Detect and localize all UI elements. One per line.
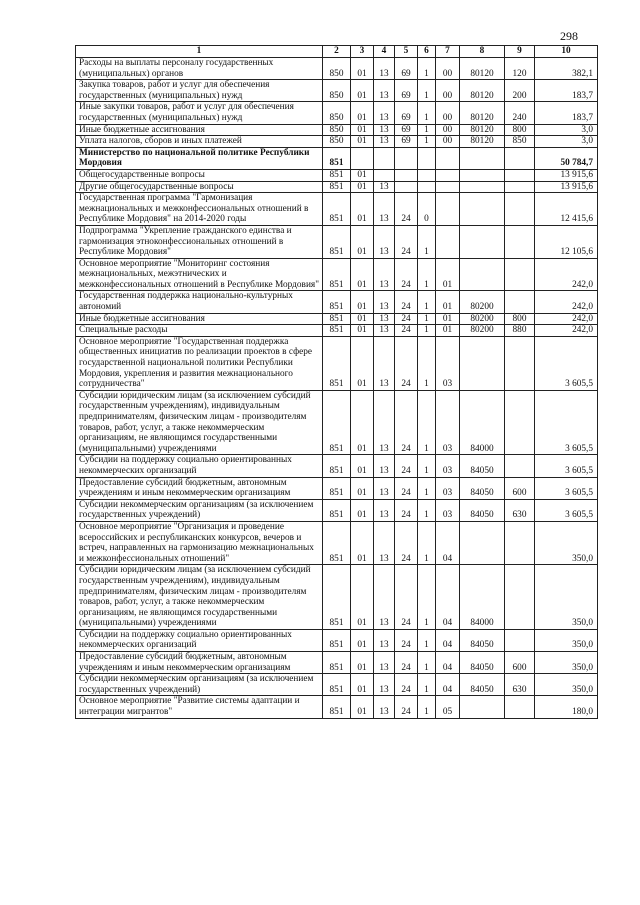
row-code-cell: 851: [323, 696, 351, 718]
row-code-cell: 01: [351, 80, 374, 102]
row-name-cell: Субсидии на поддержку социально ориентированных некоммерческих организаций: [76, 455, 323, 477]
row-code-cell: 05: [436, 696, 460, 718]
row-code-cell: 01: [351, 136, 374, 148]
row-amount-cell: 3,0: [535, 136, 598, 148]
row-code-cell: 851: [323, 169, 351, 181]
row-code-cell: [505, 336, 535, 390]
table-row: [76, 390, 598, 455]
table-row: [76, 80, 598, 102]
row-code-cell: 13: [374, 455, 395, 477]
row-code-cell: 24: [395, 455, 418, 477]
row-code-cell: [505, 169, 535, 181]
row-code-cell: 851: [323, 181, 351, 193]
row-code-cell: 851: [323, 499, 351, 521]
row-code-cell: 84000: [460, 565, 505, 630]
row-code-cell: 01: [351, 674, 374, 696]
row-code-cell: 01: [351, 258, 374, 291]
row-code-cell: [436, 169, 460, 181]
row-code-cell: 1: [418, 565, 436, 630]
row-code-cell: 13: [374, 193, 395, 226]
row-code-cell: 13: [374, 629, 395, 651]
row-code-cell: 1: [418, 136, 436, 148]
row-code-cell: 851: [323, 455, 351, 477]
row-code-cell: 04: [436, 565, 460, 630]
row-code-cell: 04: [436, 521, 460, 564]
row-code-cell: 13: [374, 58, 395, 80]
row-code-cell: 01: [351, 102, 374, 124]
row-code-cell: 13: [374, 136, 395, 148]
row-code-cell: [460, 225, 505, 258]
row-code-cell: 851: [323, 193, 351, 226]
row-code-cell: 13: [374, 80, 395, 102]
row-code-cell: 13: [374, 336, 395, 390]
row-code-cell: [395, 181, 418, 193]
row-code-cell: 851: [323, 225, 351, 258]
row-amount-cell: 13 915,6: [535, 181, 598, 193]
row-code-cell: 1: [418, 696, 436, 718]
row-code-cell: 13: [374, 652, 395, 674]
row-code-cell: 03: [436, 499, 460, 521]
row-code-cell: 800: [505, 313, 535, 325]
row-amount-cell: 3 605,5: [535, 336, 598, 390]
row-name-cell: Основное мероприятие "Мониторинг состояния межнациональных, межэтнических и межконфессиональных отношений в Республике Мордовия": [76, 258, 323, 291]
row-code-cell: 1: [418, 325, 436, 337]
table-row: [76, 124, 598, 136]
row-code-cell: 800: [505, 124, 535, 136]
row-name-cell: Субсидии на поддержку социально ориентированных некоммерческих организаций: [76, 629, 323, 651]
row-code-cell: [395, 169, 418, 181]
row-code-cell: 00: [436, 80, 460, 102]
table-row: [76, 225, 598, 258]
row-code-cell: 1: [418, 80, 436, 102]
header-cell: 8: [460, 46, 505, 58]
row-code-cell: [436, 225, 460, 258]
row-code-cell: 850: [323, 102, 351, 124]
row-code-cell: 13: [374, 313, 395, 325]
table-header-row: [76, 46, 598, 58]
row-name-cell: Иные закупки товаров, работ и услуг для обеспечения государственных (муниципальных) нужд: [76, 102, 323, 124]
row-code-cell: 84050: [460, 674, 505, 696]
row-code-cell: 1: [418, 499, 436, 521]
row-name-cell: Предоставление субсидий бюджетным, автономным учреждениям и иным некоммерческим организациям: [76, 477, 323, 499]
row-code-cell: 1: [418, 291, 436, 313]
row-code-cell: 01: [351, 477, 374, 499]
row-name-cell: Субсидии юридическим лицам (за исключением субсидий государственным учреждениям), индивидуальным предпринимателям, физическим лицам - производителям товаров, работ, услуг, а также некоммерческим организациям, не являющимся государственными (муниципальными) учреждениями: [76, 565, 323, 630]
row-code-cell: 851: [323, 521, 351, 564]
row-code-cell: 630: [505, 499, 535, 521]
row-code-cell: 851: [323, 652, 351, 674]
row-code-cell: [505, 696, 535, 718]
row-code-cell: 13: [374, 521, 395, 564]
row-code-cell: 03: [436, 477, 460, 499]
row-code-cell: 13: [374, 225, 395, 258]
row-code-cell: [505, 629, 535, 651]
header-cell: 4: [374, 46, 395, 58]
table-row: [76, 455, 598, 477]
table-row: [76, 499, 598, 521]
header-cell: 10: [535, 46, 598, 58]
row-code-cell: [505, 147, 535, 169]
row-code-cell: 600: [505, 477, 535, 499]
row-amount-cell: 180,0: [535, 696, 598, 718]
row-code-cell: 01: [351, 313, 374, 325]
row-code-cell: 04: [436, 674, 460, 696]
row-code-cell: 01: [436, 325, 460, 337]
row-code-cell: 03: [436, 390, 460, 455]
row-code-cell: 850: [323, 80, 351, 102]
row-amount-cell: 350,0: [535, 674, 598, 696]
row-amount-cell: 242,0: [535, 325, 598, 337]
row-code-cell: 1: [418, 477, 436, 499]
row-code-cell: [351, 147, 374, 169]
row-name-cell: Иные бюджетные ассигнования: [76, 124, 323, 136]
row-name-cell: Государственная программа "Гармонизация межнациональных и межконфессиональных отношений в Республике Мордовия" на 2014-2020 годы: [76, 193, 323, 226]
row-amount-cell: 382,1: [535, 58, 598, 80]
header-cell: 1: [76, 46, 323, 58]
row-amount-cell: 3,0: [535, 124, 598, 136]
row-code-cell: 13: [374, 181, 395, 193]
row-code-cell: 851: [323, 291, 351, 313]
row-code-cell: 24: [395, 336, 418, 390]
row-code-cell: 80200: [460, 325, 505, 337]
header-cell: 2: [323, 46, 351, 58]
row-code-cell: 851: [323, 565, 351, 630]
row-code-cell: 600: [505, 652, 535, 674]
header-cell: 5: [395, 46, 418, 58]
table-row: [76, 565, 598, 630]
row-code-cell: [460, 258, 505, 291]
row-code-cell: 1: [418, 58, 436, 80]
row-code-cell: 01: [351, 291, 374, 313]
row-amount-cell: 50 784,7: [535, 147, 598, 169]
row-code-cell: 850: [323, 58, 351, 80]
row-code-cell: 24: [395, 499, 418, 521]
row-code-cell: 13: [374, 477, 395, 499]
row-code-cell: 24: [395, 565, 418, 630]
row-code-cell: [436, 147, 460, 169]
row-code-cell: 120: [505, 58, 535, 80]
row-name-cell: Предоставление субсидий бюджетным, автономным учреждениям и иным некоммерческим организациям: [76, 652, 323, 674]
row-code-cell: 24: [395, 313, 418, 325]
table-row: [76, 147, 598, 169]
header-cell: 3: [351, 46, 374, 58]
row-code-cell: 69: [395, 102, 418, 124]
page-number: 298: [560, 29, 578, 43]
row-code-cell: 850: [323, 124, 351, 136]
row-amount-cell: 242,0: [535, 258, 598, 291]
table-row: [76, 521, 598, 564]
row-code-cell: 80120: [460, 136, 505, 148]
row-code-cell: 80120: [460, 80, 505, 102]
table-row: [76, 652, 598, 674]
row-amount-cell: 3 605,5: [535, 455, 598, 477]
row-amount-cell: 350,0: [535, 629, 598, 651]
row-code-cell: 69: [395, 58, 418, 80]
row-amount-cell: 3 605,5: [535, 390, 598, 455]
row-code-cell: 00: [436, 136, 460, 148]
row-code-cell: 84050: [460, 629, 505, 651]
row-amount-cell: 350,0: [535, 521, 598, 564]
row-code-cell: [505, 225, 535, 258]
row-amount-cell: 350,0: [535, 565, 598, 630]
row-code-cell: 69: [395, 136, 418, 148]
row-name-cell: Субсидии юридическим лицам (за исключением субсидий государственным учреждениям), индивидуальным предпринимателям, физическим лицам - производителям товаров, работ, услуг, а также некоммерческим организациям, не являющимся государственными (муниципальными) учреждениями: [76, 390, 323, 455]
table-row: [76, 169, 598, 181]
row-code-cell: 1: [418, 258, 436, 291]
row-code-cell: 01: [351, 455, 374, 477]
row-code-cell: 1: [418, 652, 436, 674]
row-code-cell: 01: [351, 499, 374, 521]
row-code-cell: 84050: [460, 477, 505, 499]
row-code-cell: 13: [374, 696, 395, 718]
row-name-cell: Государственная поддержка национально-культурных автономий: [76, 291, 323, 313]
table-row: [76, 258, 598, 291]
row-code-cell: 80200: [460, 291, 505, 313]
table-row: [76, 136, 598, 148]
row-code-cell: 851: [323, 336, 351, 390]
row-code-cell: [418, 181, 436, 193]
row-code-cell: 01: [351, 390, 374, 455]
row-code-cell: 13: [374, 102, 395, 124]
row-code-cell: 24: [395, 521, 418, 564]
row-code-cell: 1: [418, 521, 436, 564]
row-code-cell: 84050: [460, 652, 505, 674]
row-code-cell: 13: [374, 565, 395, 630]
row-code-cell: 03: [436, 455, 460, 477]
row-code-cell: 13: [374, 124, 395, 136]
row-code-cell: 01: [351, 696, 374, 718]
row-code-cell: 24: [395, 225, 418, 258]
row-code-cell: [505, 291, 535, 313]
row-code-cell: 13: [374, 390, 395, 455]
row-code-cell: 01: [436, 313, 460, 325]
row-code-cell: [460, 169, 505, 181]
row-name-cell: Министерство по национальной политике Республики Мордовия: [76, 147, 323, 169]
row-code-cell: 851: [323, 325, 351, 337]
table-row: [76, 313, 598, 325]
row-name-cell: Общегосударственные вопросы: [76, 169, 323, 181]
row-code-cell: 69: [395, 80, 418, 102]
row-code-cell: 13: [374, 325, 395, 337]
row-code-cell: 1: [418, 674, 436, 696]
row-code-cell: 1: [418, 313, 436, 325]
table-row: [76, 181, 598, 193]
row-code-cell: 1: [418, 336, 436, 390]
row-code-cell: [460, 193, 505, 226]
row-code-cell: [505, 455, 535, 477]
row-code-cell: [395, 147, 418, 169]
table-row: [76, 674, 598, 696]
row-code-cell: 01: [351, 521, 374, 564]
row-code-cell: 1: [418, 629, 436, 651]
row-code-cell: 851: [323, 313, 351, 325]
row-amount-cell: 12 415,6: [535, 193, 598, 226]
row-code-cell: 24: [395, 629, 418, 651]
table-row: [76, 477, 598, 499]
table-row: [76, 58, 598, 80]
row-code-cell: 00: [436, 58, 460, 80]
row-code-cell: 01: [351, 124, 374, 136]
row-code-cell: 0: [418, 193, 436, 226]
row-name-cell: Уплата налогов, сборов и иных платежей: [76, 136, 323, 148]
row-code-cell: [436, 193, 460, 226]
row-code-cell: 84050: [460, 499, 505, 521]
row-amount-cell: 3 605,5: [535, 477, 598, 499]
row-name-cell: Основное мероприятие "Развитие системы адаптации и интеграции мигрантов": [76, 696, 323, 718]
row-code-cell: 24: [395, 193, 418, 226]
row-code-cell: [505, 258, 535, 291]
row-code-cell: 850: [505, 136, 535, 148]
row-code-cell: 01: [351, 565, 374, 630]
row-name-cell: Закупка товаров, работ и услуг для обеспечения государственных (муниципальных) нужд: [76, 80, 323, 102]
row-code-cell: 24: [395, 696, 418, 718]
row-name-cell: Иные бюджетные ассигнования: [76, 313, 323, 325]
header-cell: 9: [505, 46, 535, 58]
row-code-cell: [505, 565, 535, 630]
row-name-cell: Субсидии некоммерческим организациям (за исключением государственных учреждений): [76, 499, 323, 521]
row-name-cell: Субсидии некоммерческим организациям (за исключением государственных учреждений): [76, 674, 323, 696]
row-code-cell: 851: [323, 147, 351, 169]
budget-table: [75, 45, 598, 719]
row-code-cell: [505, 521, 535, 564]
row-name-cell: Расходы на выплаты персоналу государственных (муниципальных) органов: [76, 58, 323, 80]
row-code-cell: 80120: [460, 58, 505, 80]
row-code-cell: 24: [395, 291, 418, 313]
table-row: [76, 325, 598, 337]
header-cell: 6: [418, 46, 436, 58]
row-code-cell: 01: [351, 629, 374, 651]
row-amount-cell: 242,0: [535, 313, 598, 325]
row-code-cell: 84000: [460, 390, 505, 455]
row-code-cell: 24: [395, 325, 418, 337]
row-code-cell: 03: [436, 336, 460, 390]
row-code-cell: 1: [418, 225, 436, 258]
row-code-cell: 24: [395, 652, 418, 674]
row-amount-cell: 13 915,6: [535, 169, 598, 181]
row-code-cell: 80120: [460, 102, 505, 124]
row-code-cell: 24: [395, 477, 418, 499]
row-code-cell: 851: [323, 258, 351, 291]
row-code-cell: 851: [323, 674, 351, 696]
row-code-cell: [374, 147, 395, 169]
row-code-cell: 851: [323, 477, 351, 499]
row-amount-cell: 183,7: [535, 80, 598, 102]
row-code-cell: 80120: [460, 124, 505, 136]
row-code-cell: [418, 169, 436, 181]
row-code-cell: 200: [505, 80, 535, 102]
row-code-cell: [460, 336, 505, 390]
row-code-cell: 01: [351, 169, 374, 181]
row-amount-cell: 242,0: [535, 291, 598, 313]
row-code-cell: 84050: [460, 455, 505, 477]
row-code-cell: [505, 193, 535, 226]
row-code-cell: 1: [418, 124, 436, 136]
row-code-cell: 01: [351, 181, 374, 193]
row-amount-cell: 3 605,5: [535, 499, 598, 521]
row-amount-cell: 350,0: [535, 652, 598, 674]
row-code-cell: 00: [436, 124, 460, 136]
row-code-cell: 1: [418, 102, 436, 124]
row-code-cell: 00: [436, 102, 460, 124]
row-code-cell: 01: [351, 193, 374, 226]
row-code-cell: [505, 390, 535, 455]
table-row: [76, 696, 598, 718]
row-code-cell: 13: [374, 674, 395, 696]
row-code-cell: 04: [436, 629, 460, 651]
table-row: [76, 193, 598, 226]
row-name-cell: Основное мероприятие "Организация и проведение всероссийских и республиканских конкурсов, вечеров и встреч, направленных на гармонизацию межнациональных и межконфессиональных отношений": [76, 521, 323, 564]
row-code-cell: 850: [323, 136, 351, 148]
row-amount-cell: 183,7: [535, 102, 598, 124]
row-code-cell: 04: [436, 652, 460, 674]
row-code-cell: 1: [418, 390, 436, 455]
table-row: [76, 291, 598, 313]
row-code-cell: 851: [323, 629, 351, 651]
row-code-cell: 1: [418, 455, 436, 477]
row-code-cell: 69: [395, 124, 418, 136]
row-code-cell: [460, 181, 505, 193]
row-code-cell: [374, 169, 395, 181]
row-code-cell: 01: [436, 291, 460, 313]
row-code-cell: 24: [395, 390, 418, 455]
row-code-cell: 13: [374, 499, 395, 521]
row-code-cell: 01: [351, 225, 374, 258]
row-name-cell: Специальные расходы: [76, 325, 323, 337]
row-code-cell: 01: [436, 258, 460, 291]
row-code-cell: 240: [505, 102, 535, 124]
row-code-cell: [460, 521, 505, 564]
row-code-cell: 13: [374, 258, 395, 291]
row-code-cell: [460, 147, 505, 169]
table-row: [76, 629, 598, 651]
row-name-cell: Подпрограмма "Укрепление гражданского единства и гармонизация этноконфессиональных отношений в Республике Мордовия": [76, 225, 323, 258]
row-code-cell: [418, 147, 436, 169]
row-code-cell: 24: [395, 674, 418, 696]
row-code-cell: 80200: [460, 313, 505, 325]
row-code-cell: 01: [351, 325, 374, 337]
row-code-cell: [436, 181, 460, 193]
row-name-cell: Основное мероприятие "Государственная поддержка общественных инициатив по реализации проектов в сфере государственной национальной политики Республики Мордовия, укрепления и развития межнационального сотрудничества": [76, 336, 323, 390]
row-code-cell: [460, 696, 505, 718]
row-code-cell: 01: [351, 58, 374, 80]
row-code-cell: 13: [374, 291, 395, 313]
table-row: [76, 336, 598, 390]
table-row: [76, 102, 598, 124]
row-code-cell: 630: [505, 674, 535, 696]
row-name-cell: Другие общегосударственные вопросы: [76, 181, 323, 193]
row-code-cell: 01: [351, 336, 374, 390]
row-code-cell: 24: [395, 258, 418, 291]
row-amount-cell: 12 105,6: [535, 225, 598, 258]
header-cell: 7: [436, 46, 460, 58]
row-code-cell: 851: [323, 390, 351, 455]
row-code-cell: 880: [505, 325, 535, 337]
row-code-cell: 01: [351, 652, 374, 674]
row-code-cell: [505, 181, 535, 193]
